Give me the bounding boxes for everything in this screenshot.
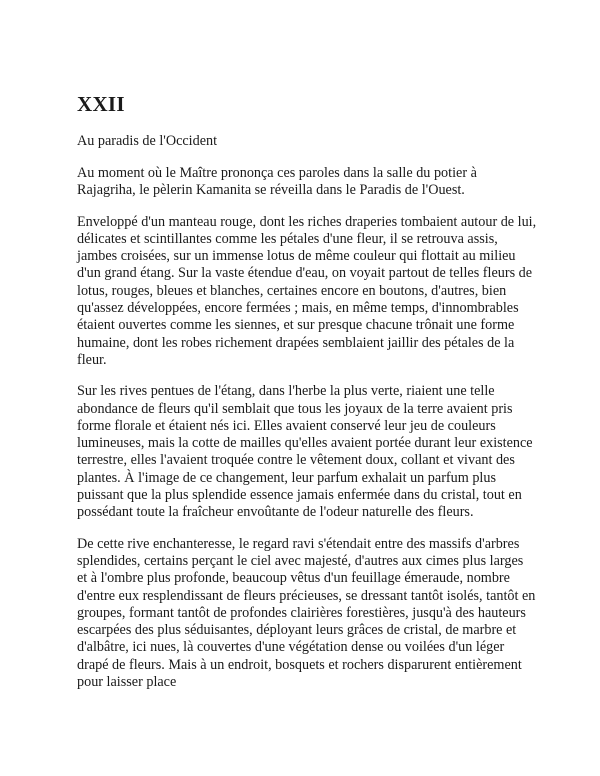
paragraph: Sur les rives pentues de l'étang, dans l'herbe la plus verte, riaient une telle abondance de fleurs qu'il semblait que tous les joyaux de la terre avaient pris forme florale et étaient nés ici. Elles avaient conservé leur jeu de couleurs lumineuses, mais la cotte de mailles qu'elles avaient portée durant leur existence terrestre, elles l'avaient troquée contre le vêtement doux, collant et vivant des plantes. À l'image de ce changement, leur parfum exhalait un parfum plus puissant que la plus splendide essence jamais enfermée dans du cristal, tout en possédant toute la fraîcheur envoûtante de l'odeur naturelle des fleurs.: [77, 383, 533, 521]
chapter-subtitle: Au paradis de l'Occident: [77, 133, 218, 149]
chapter-title: XXII: [77, 92, 125, 116]
paragraph: Au moment où le Maître prononça ces paroles dans la salle du potier à Rajagriha, le pèlerin Kamanita se réveilla dans le Paradis de l'Ouest.: [77, 165, 477, 199]
paragraph: Enveloppé d'un manteau rouge, dont les riches draperies tombaient autour de lui, délicates et scintillantes comme les pétales d'une fleur, il se retrouva assis, jambes croisées, sur un immense lotus de même couleur qui flottait au milieu d'un grand étang. Sur la vaste étendue d'eau, on voyait partout de telles fleurs de lotus, rouges, bleues et blanches, certaines encore en boutons, d'autres, bien qu'assez développées, encore fermées ; mais, en même temps, d'innombrables étaient ouvertes comme les siennes, et sur presque chacune trônait une forme humaine, dont les robes richement drapées semblaient jaillir des pétales de la fleur.: [77, 213, 537, 368]
document-page: [77, 92, 537, 705]
paragraph: De cette rive enchanteresse, le regard ravi s'étendait entre des massifs d'arbres splendides, certains perçant le ciel avec majesté, d'autres aux cimes plus larges et à l'ombre plus profonde, beaucoup vêtus d'un feuillage émeraude, nombre d'entre eux resplendissant de fleurs précieuses, se dressant tantôt isolés, tantôt en groupes, formant tantôt de profondes clairières forestières, jusqu'à des hauteurs escarpées des plus séduisantes, déployant leurs grâces de cristal, de marbre et d'albâtre, ici nues, là couvertes d'une végétation dense ou voilées d'un léger drapé de fleurs. Mais à un endroit, bosquets et rochers disparurent entièrement pour laisser place: [77, 535, 536, 691]
